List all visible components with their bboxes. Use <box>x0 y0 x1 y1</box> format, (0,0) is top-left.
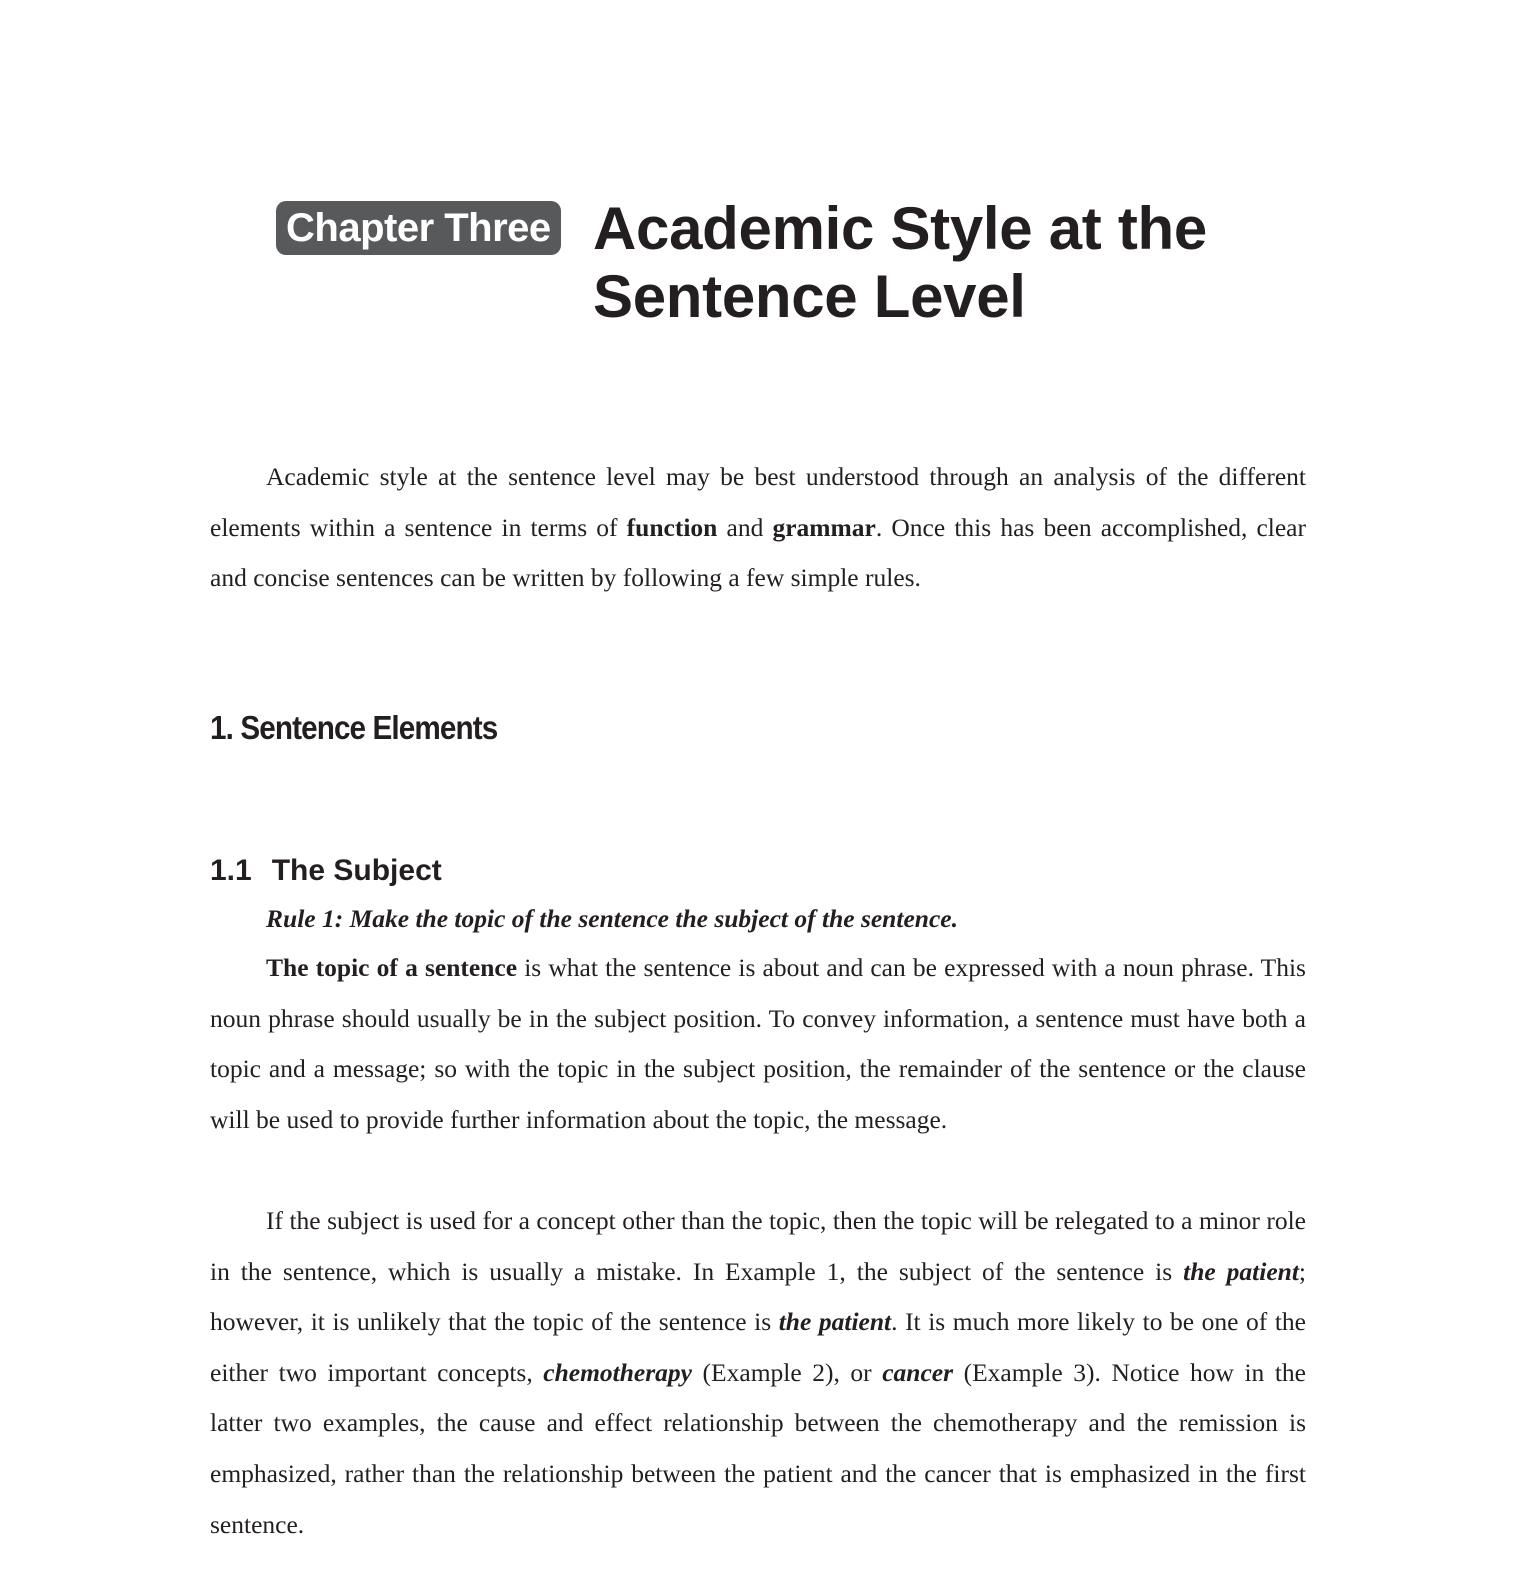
chapter-title-line1: Academic Style at the <box>593 195 1207 262</box>
subsection-title <box>210 853 442 889</box>
intro-term-function: function <box>626 512 718 542</box>
chapter-title <box>593 195 1207 331</box>
intro-text-2: and <box>717 512 773 542</box>
section-title: 1. Sentence Elements <box>210 709 498 746</box>
intro-term-grammar: grammar <box>772 512 876 542</box>
chapter-badge: Chapter Three <box>276 201 561 255</box>
subsection-number: 1.1 <box>210 854 252 887</box>
subject-paragraph <box>210 1196 1306 1550</box>
topic-text: is what the sentence is about and can be expressed with a noun phrase. This noun phrase should usually be in the subject position. To convey information, a sentence must have both a topic and a message; so with the topic in the subject position, the remainder of the sentence or the clause will be used to provide further information about the topic, the message. <box>210 953 1306 1134</box>
topic-paragraph <box>210 943 1306 1145</box>
subject-text-4: (Example 2), or <box>692 1357 883 1387</box>
topic-term: The topic of a sentence <box>266 953 518 982</box>
rule-statement: Rule 1: Make the topic of the sentence the subject of the sentence. <box>266 904 958 933</box>
subject-text-3: . It is much more likely to be one of the either two important concepts, <box>210 1307 1306 1387</box>
emphasis-cancer: cancer <box>882 1357 954 1387</box>
intro-paragraph <box>210 452 1306 604</box>
intro-text-3: . Once this has been accomplished, clear and concise sentences can be written by following a few simple rules. <box>210 512 1306 593</box>
subject-text-1: If the subject is used for a concept other than the topic, then the topic will be relegated to a minor role in the sentence, which is usually a mistake. In Example 1, the subject of the sentence is <box>210 1206 1306 1286</box>
subject-text-2: ; however, it is unlikely that the topic of the sentence is <box>210 1256 1307 1337</box>
subsection-label: The Subject <box>271 854 442 887</box>
chapter-title-line2: Sentence Level <box>593 263 1026 330</box>
emphasis-the-patient-2: the patient <box>778 1307 892 1337</box>
intro-text-1: Academic style at the sentence level may be best understood through an analysis of the different elements within a sentence in terms of <box>210 462 1306 542</box>
subject-text-5: (Example 3). Notice how in the latter two examples, the cause and effect relationship between the chemotherapy and the remission is emphasized, rather than the relationship between the patient and the cancer that is emphasized in the first sentence. <box>210 1357 1306 1539</box>
emphasis-chemotherapy: chemotherapy <box>543 1357 692 1387</box>
emphasis-the-patient-1: the patient <box>1183 1256 1299 1286</box>
